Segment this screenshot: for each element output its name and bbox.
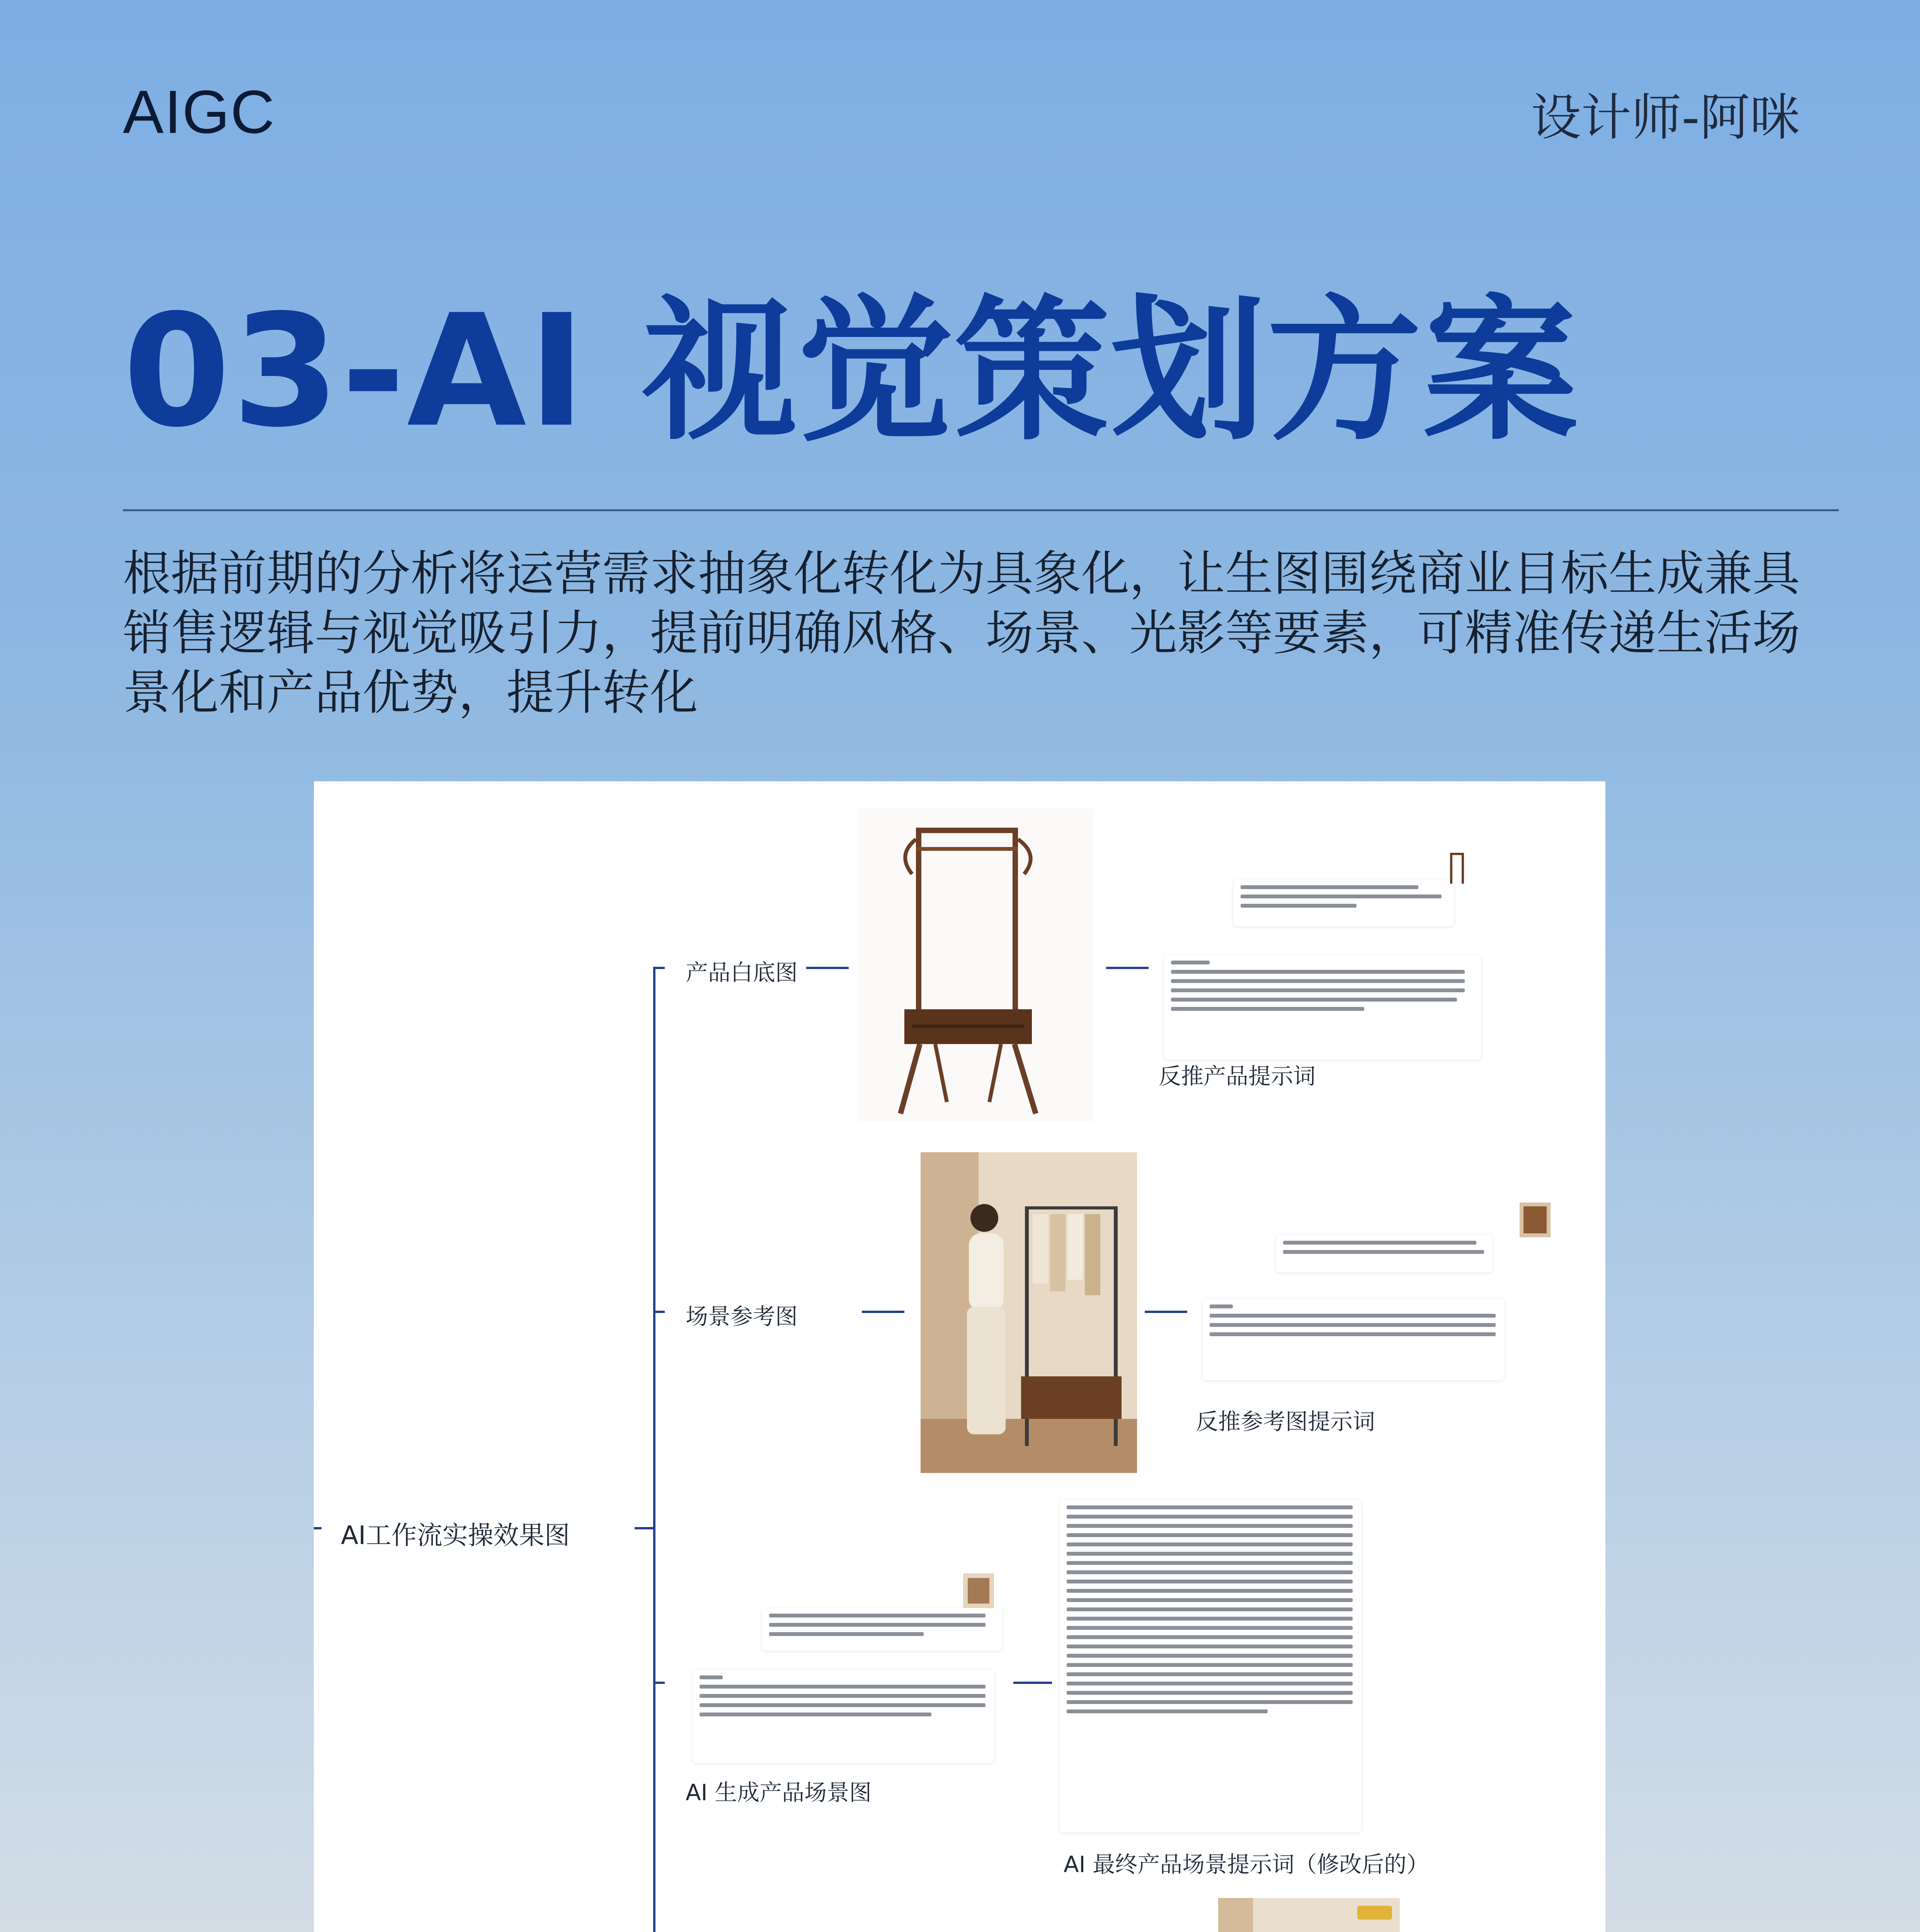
brand-label: AIGC: [123, 78, 276, 146]
branch-3-out-line: [1013, 1682, 1052, 1684]
mindmap-root: AI工作流实操效果图: [341, 1520, 570, 1550]
branch-3-label: AI 生成产品场景图: [686, 1779, 872, 1806]
branch-2-line: [862, 1311, 904, 1313]
mindmap-canvas: [314, 781, 1605, 1932]
final-poster-illustration: [1218, 1898, 1400, 1932]
branch-3-tick: [653, 1682, 665, 1684]
branch-1-out-line: [1106, 967, 1149, 969]
root-stub-line: [314, 1527, 322, 1529]
divider: [123, 509, 1839, 511]
prompt-snippet-3b: [693, 1670, 994, 1763]
branch-2-label: 场景参考图: [686, 1303, 798, 1330]
scene-reference-image: [921, 1152, 1137, 1473]
branch-3-caption: AI 最终产品场景提示词（修改后的）: [1064, 1851, 1429, 1878]
prompt-snippet-3a: [762, 1608, 1002, 1651]
clothes-rack-icon: [858, 808, 1094, 1121]
scene-reference-illustration: [921, 1152, 1137, 1473]
branch-1-tick: [653, 967, 665, 969]
final-prompt-block: [1060, 1500, 1361, 1832]
scene-thumb-icon: [1520, 1202, 1551, 1237]
rack-thumb-icon: [1446, 851, 1469, 886]
root-connector: [635, 1527, 653, 1529]
product-white-bg-image: [858, 808, 1094, 1121]
generated-thumb-icon: [963, 1573, 994, 1608]
final-poster-image: [1218, 1898, 1400, 1932]
prompt-snippet-2b: [1203, 1299, 1504, 1380]
prompt-snippet-1a: [1234, 880, 1454, 926]
branch-2-out-line: [1145, 1311, 1187, 1313]
branch-1-line: [806, 967, 849, 969]
branch-2-tick: [653, 1311, 665, 1313]
mindmap-spine: [653, 967, 655, 1932]
branch-2-caption: 反推参考图提示词: [1196, 1408, 1375, 1435]
page-title: 03-AI 视觉策划方案: [123, 282, 1580, 461]
prompt-snippet-2a: [1276, 1235, 1493, 1272]
prompt-snippet-1b: [1164, 955, 1481, 1060]
intro-paragraph: 根据前期的分析将运营需求抽象化转化为具象化，让生图围绕商业目标生成兼具销售逻辑与视觉吸引力，提前明确风格、场景、光影等要素，可精准传递生活场景化和产品优势，提升转化: [123, 546, 1801, 721]
designer-credit: 设计师-阿咪: [1531, 88, 1800, 147]
branch-1-caption: 反推产品提示词: [1159, 1063, 1316, 1089]
branch-1-label: 产品白底图: [686, 959, 798, 986]
